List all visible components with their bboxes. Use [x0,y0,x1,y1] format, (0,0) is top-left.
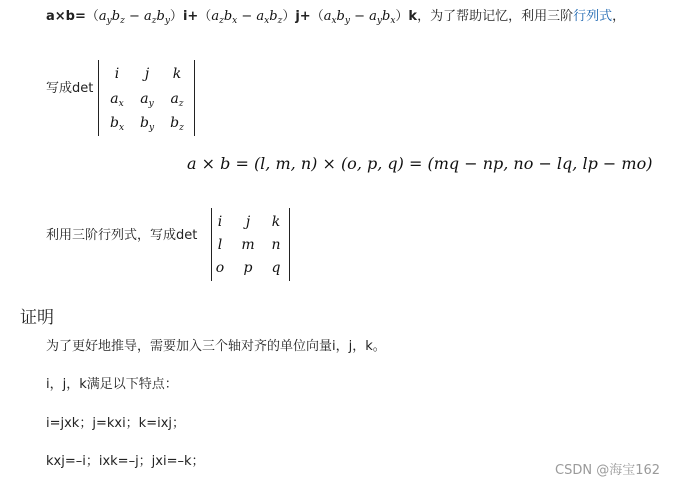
cross-product-line [46,8,625,30]
det2-cell: p [243,260,253,276]
det1-cell: $b_y$ [139,115,155,133]
paragraph: 为了更好地推导，需要加入三个轴对齐的单位向量i，j，k。 [46,339,386,354]
watermark: CSDN @海宝162 [555,463,661,478]
j-unit: j+ [295,9,311,24]
paragraph: kxj=–i；ixk=–j；jxi=–k； [46,454,205,469]
det2-label: 利用三阶行列式，写成det [46,228,198,243]
a-cross-b-label: a×b= [46,9,86,24]
det2-cell: m [241,237,255,253]
line1-end: ， [612,9,626,24]
det2-cell: k [271,214,281,230]
paren-close: ） [169,9,183,24]
paren-close: ） [395,9,409,24]
det2-cell: n [271,237,281,253]
paren-close: ） [282,9,296,24]
cross-product-formula: a × b = (l, m, n) × (o, p, q) = (mq − np, no − lq, lp − mo) [187,154,653,173]
det1-cell: $a_x$ [110,91,124,109]
det1-cell: i [114,66,120,82]
det1-cell: k [172,66,182,82]
i-unit: i+ [182,9,199,24]
det2-cell: i [217,214,223,230]
paragraph: i，j，k满足以下特点： [46,377,178,392]
section-heading: 证明 [20,308,54,328]
det1-cell: $b_x$ [109,115,125,133]
term-z: $a_xb_y - a_yb_x$ [323,9,396,26]
determinant-matrix-2 [211,208,290,281]
det1-cell: $b_z$ [170,115,184,133]
term-x: $a_yb_z - a_zb_y$ [98,9,170,26]
det2-cell: j [245,214,251,230]
det2-cell: q [271,260,281,276]
determinant-link[interactable]: 行列式 [573,9,613,24]
det1-cell: $a_y$ [140,91,154,109]
paren-open: （ [85,9,99,24]
paragraph: i=jxk；j=kxi；k=ixj； [46,416,186,431]
det1-cell: $a_z$ [170,91,184,109]
line1-tail: ，为了帮助记忆，利用三阶 [417,9,574,24]
det2-cell: o [215,260,225,276]
paren-open: （ [198,9,212,24]
det2-cell: l [217,237,223,253]
det1-label: 写成det [46,81,94,96]
term-y: $a_zb_x - a_xb_z$ [211,9,283,26]
determinant-matrix-1 [98,60,195,136]
det1-cell: j [144,66,150,82]
paren-open: （ [310,9,324,24]
k-unit: k [408,9,418,24]
